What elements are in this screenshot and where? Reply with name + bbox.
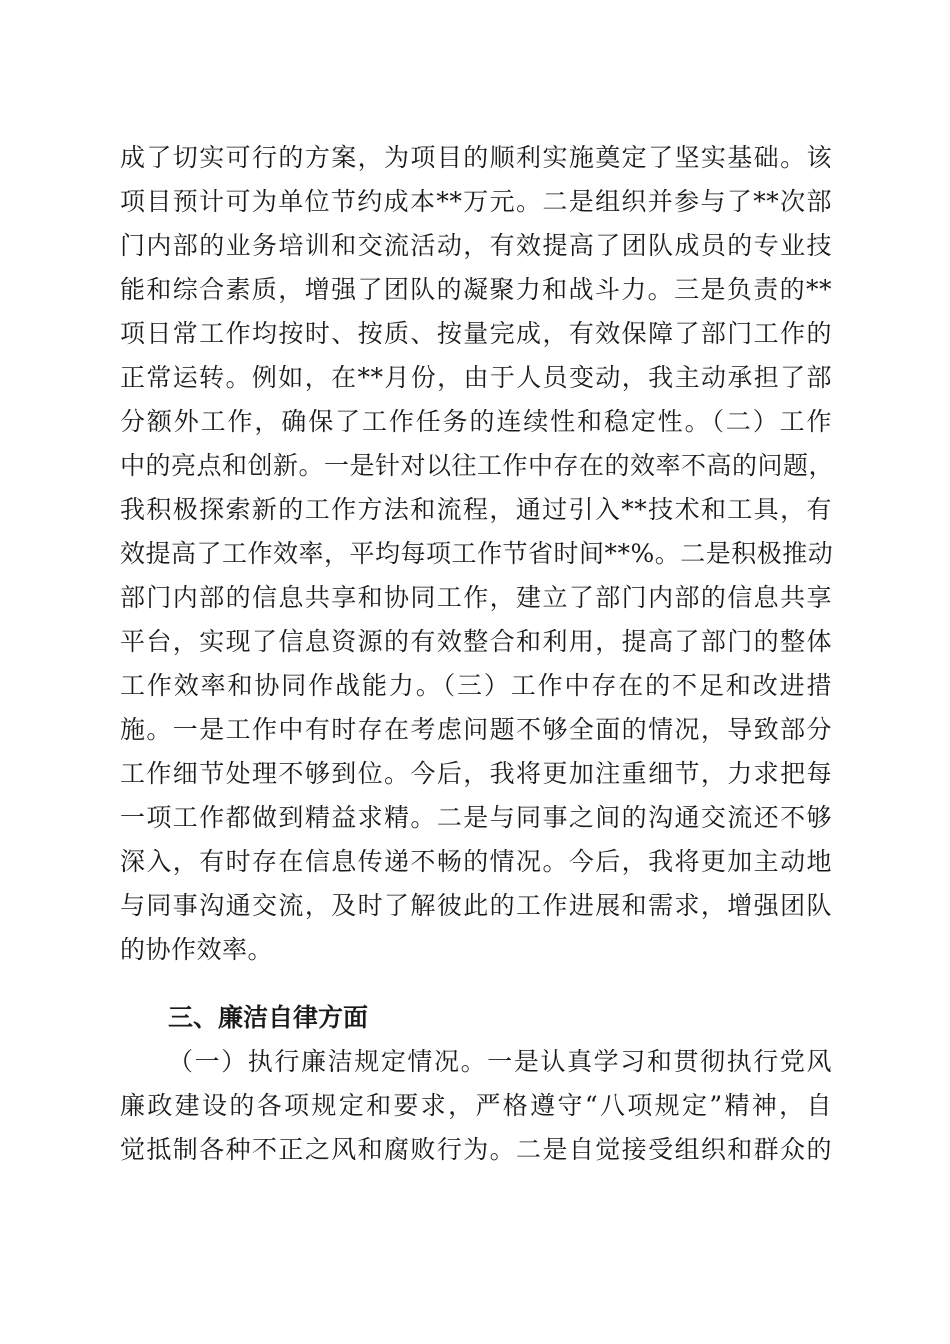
- text-line: 部门内部的信息共享和协同工作，建立了部门内部的信息共享: [120, 583, 832, 612]
- text-line: 正常运转。例如，在**月份，由于人员变动，我主动承担了部: [120, 363, 832, 392]
- text-line: 深入，有时存在信息传递不畅的情况。今后，我将更加主动地: [120, 847, 832, 876]
- text-line: 成了切实可行的方案，为项目的顺利实施奠定了坚实基础。该: [120, 143, 832, 172]
- text-line: 我积极探索新的工作方法和流程，通过引入**技术和工具，有: [120, 495, 832, 524]
- text-line: 工作细节处理不够到位。今后，我将更加注重细节，力求把每: [120, 759, 832, 788]
- text-line-indented: （一）执行廉洁规定情况。一是认真学习和贯彻执行党风: [168, 1047, 832, 1076]
- text-line: 工作效率和协同作战能力。（三）工作中存在的不足和改进措: [120, 671, 832, 700]
- text-line: 一项工作都做到精益求精。二是与同事之间的沟通交流还不够: [120, 803, 832, 832]
- text-line: 能和综合素质，增强了团队的凝聚力和战斗力。三是负责的**: [120, 275, 832, 304]
- section-paragraph: [120, 1040, 832, 1172]
- text-line: 与同事沟通交流，及时了解彼此的工作进展和需求，增强团队: [120, 891, 832, 920]
- text-line: 的协作效率。: [120, 935, 274, 964]
- text-line: 觉抵制各种不正之风和腐败行为。二是自觉接受组织和群众的: [120, 1135, 832, 1164]
- text-line: 施。一是工作中有时存在考虑问题不够全面的情况，导致部分: [120, 715, 832, 744]
- text-line: 效提高了工作效率，平均每项工作节省时间**%。二是积极推动: [120, 539, 834, 568]
- text-line: 项目预计可为单位节约成本**万元。二是组织并参与了**次部: [120, 187, 832, 216]
- body-paragraph: [120, 136, 835, 972]
- text-line: 分额外工作，确保了工作任务的连续性和稳定性。（二）工作: [120, 407, 832, 436]
- text-line: 中的亮点和创新。一是针对以往工作中存在的效率不高的问题，: [120, 451, 835, 480]
- text-line: 平台，实现了信息资源的有效整合和利用，提高了部门的整体: [120, 627, 832, 656]
- text-line: 门内部的业务培训和交流活动，有效提高了团队成员的专业技: [120, 231, 832, 260]
- text-line: 项日常工作均按时、按质、按量完成，有效保障了部门工作的: [120, 319, 832, 348]
- text-line: 廉政建设的各项规定和要求，严格遵守“八项规定”精神，自: [120, 1091, 832, 1120]
- section-heading: 三、廉洁自律方面: [168, 1003, 369, 1032]
